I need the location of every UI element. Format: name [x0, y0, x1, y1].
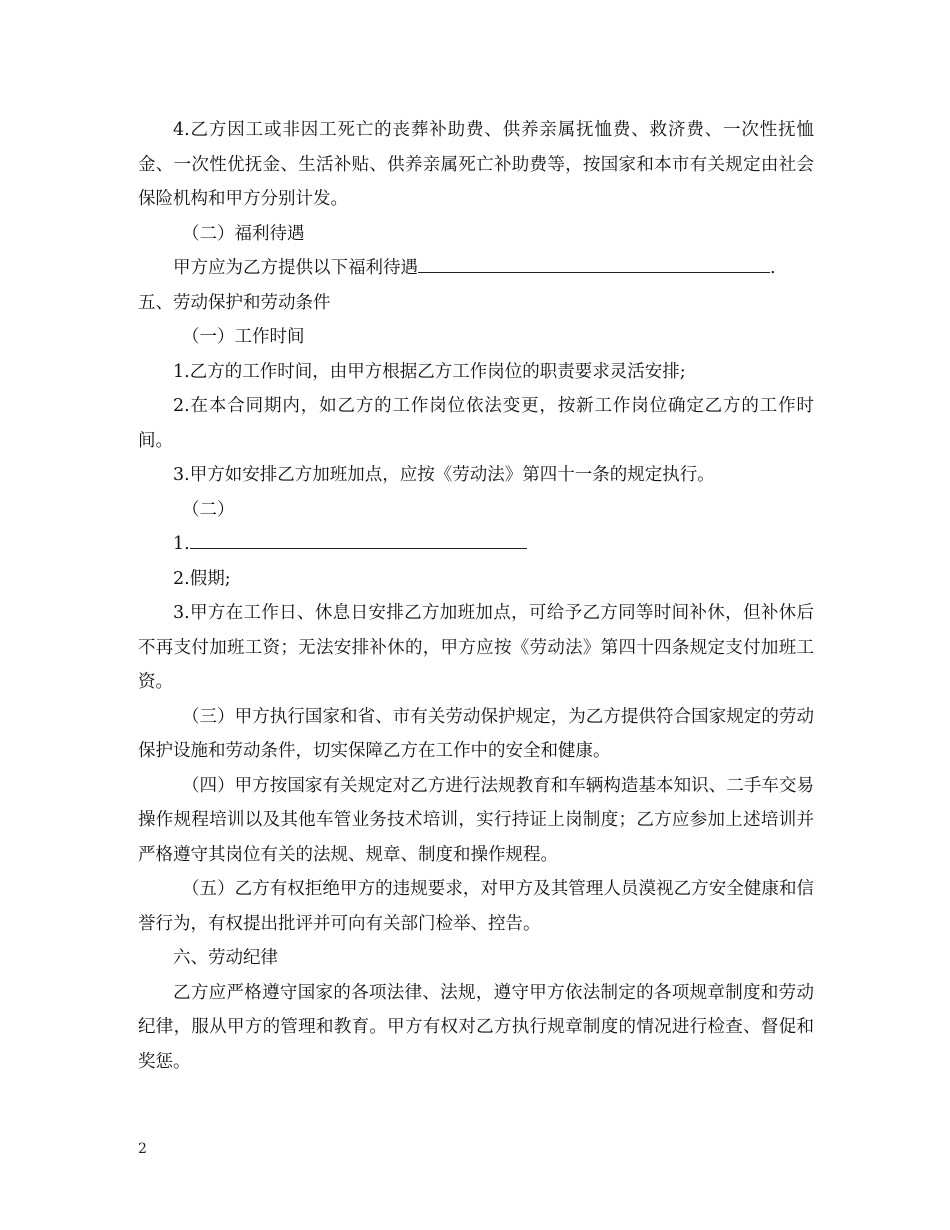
subheading-welfare: （二）福利待遇	[182, 223, 305, 244]
fill-in-blank-item-1	[190, 530, 527, 549]
subheading-two: （二）	[182, 499, 235, 520]
welfare-provision-text: 甲方应为乙方提供以下福利待遇	[173, 258, 418, 278]
document-body	[138, 113, 814, 1079]
paragraph-death-benefits: 4.乙方因工或非因工死亡的丧葬补助费、供养亲属抚恤费、救济费、一次性抚恤金、一次性优抚金、生活补贴、供养亲属死亡补助费等，按国家和本市有关规定由社会保险机构和甲方分别计发。	[138, 120, 814, 209]
welfare-provision-period: .	[770, 258, 776, 278]
paragraph-working-hours-3: 3.甲方如安排乙方加班加点，应按《劳动法》第四十一条的规定执行。	[173, 465, 715, 485]
paragraph-welfare-provision	[138, 251, 814, 286]
paragraph-item-1-blank	[138, 527, 814, 562]
paragraph-labor-protection-rules: （三）甲方执行国家和省、市有关劳动保护规定，为乙方提供符合国家规定的劳动保护设施和劳动条件，切实保障乙方在工作中的安全和健康。	[138, 706, 814, 761]
paragraph-discipline-compliance: 乙方应严格遵守国家的各项法律、法规，遵守甲方依法制定的各项规章制度和劳动纪律，服从甲方的管理和教育。甲方有权对乙方执行规章制度的情况进行检查、督促和奖惩。	[138, 982, 814, 1072]
paragraph-holidays: 2.假期;	[173, 568, 231, 589]
section-heading-labor-protection: 五、劳动保护和劳动条件	[138, 292, 331, 313]
fill-in-blank-welfare	[418, 254, 770, 273]
paragraph-training: （四）甲方按国家有关规定对乙方进行法规教育和车辆构造基本知识、二手车交易操作规程培训以及其他车管业务技术培训，实行持证上岗制度；乙方应参加上述培训并严格遵守其岗位有关的法规、规章、制度和操作规程。	[138, 775, 814, 865]
paragraph-working-hours-1: 1.乙方的工作时间，由甲方根据乙方工作岗位的职责要求灵活安排;	[173, 361, 686, 382]
item-1-label: 1.	[173, 534, 190, 554]
subheading-working-hours: （一）工作时间	[182, 327, 305, 347]
page-number: 2	[138, 1141, 147, 1157]
paragraph-working-hours-2: 2.在本合同期内，如乙方的工作岗位依法变更，按新工作岗位确定乙方的工作时间。	[138, 396, 814, 451]
paragraph-overtime-compensation: 3.甲方在工作日、休息日安排乙方加班加点，可给予乙方同等时间补休，但补休后不再支付加班工资；无法安排补休的，甲方应按《劳动法》第四十四条规定支付加班工资。	[138, 603, 814, 692]
section-heading-labor-discipline: 六、劳动纪律	[173, 948, 278, 968]
paragraph-right-to-refuse: （五）乙方有权拒绝甲方的违规要求，对甲方及其管理人员漠视乙方安全健康和信誉行为，有权提出批评并可向有关部门检举、控告。	[138, 879, 814, 934]
